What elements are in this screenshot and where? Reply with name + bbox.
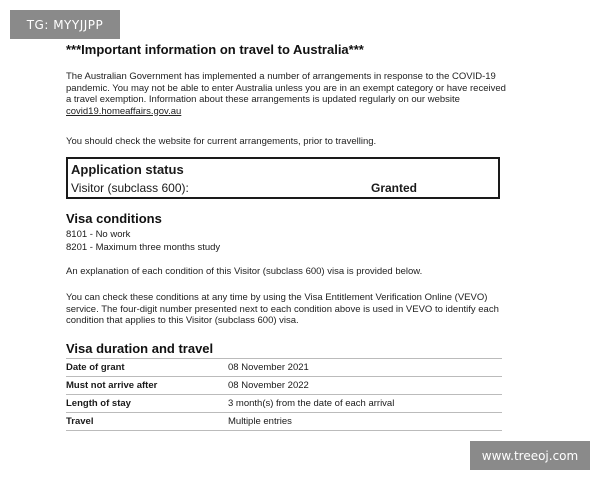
check-website-paragraph: You should check the website for current arrangements, prior to travelling. [66,136,377,147]
row-value: 3 month(s) from the date of each arrival [228,398,395,409]
table-row [66,395,502,413]
visa-conditions-title: Visa conditions [66,211,162,226]
row-label: Must not arrive after [66,380,158,391]
application-status-box [66,157,500,199]
watermark-bottom-right: www.treeoj.com [470,441,590,470]
conditions-explanation-paragraph: An explanation of each condition of this Visitor (subclass 600) visa is provided below. [66,266,423,277]
table-row [66,413,502,431]
vevo-paragraph: You can check these conditions at any time by using the Visa Entitlement Verification Online (VEVO) service. The four-digit number presented next to each condition above is used in VEVO to identify each condition that applies to this Visitor (subclass 600) visa. [66,292,499,326]
row-value: 08 November 2021 [228,362,309,373]
row-label: Travel [66,416,94,427]
row-value: Multiple entries [228,416,292,427]
application-status-title: Application status [71,162,184,177]
condition-item: 8201 - Maximum three months study [66,241,221,253]
visa-conditions-list [66,229,220,254]
status-value: Granted [371,181,418,195]
watermark-top-left: TG: MYYJJPP [10,10,120,39]
table-row [66,359,502,377]
condition-item: 8101 - No work [66,229,131,240]
document-heading: ***Important information on travel to Australia*** [66,42,364,57]
visa-duration-title: Visa duration and travel [66,341,214,356]
covid-info-paragraph [66,71,506,117]
row-label: Length of stay [66,398,131,409]
covid-website-link[interactable]: covid19.homeaffairs.gov.au [66,105,182,117]
visa-duration-table [66,358,502,431]
table-row [66,377,502,395]
covid-info-text: The Australian Government has implemented a number of arrangements in response to the COVID-19 pandemic. You may not be able to enter Australia unless you are in an exempt category or have received a travel exemption. Information about these arrangements is updated regularly on our website [66,71,506,105]
visa-subclass-label: Visitor (subclass 600): [71,181,189,195]
row-value: 08 November 2022 [228,380,309,391]
row-label: Date of grant [66,362,125,373]
